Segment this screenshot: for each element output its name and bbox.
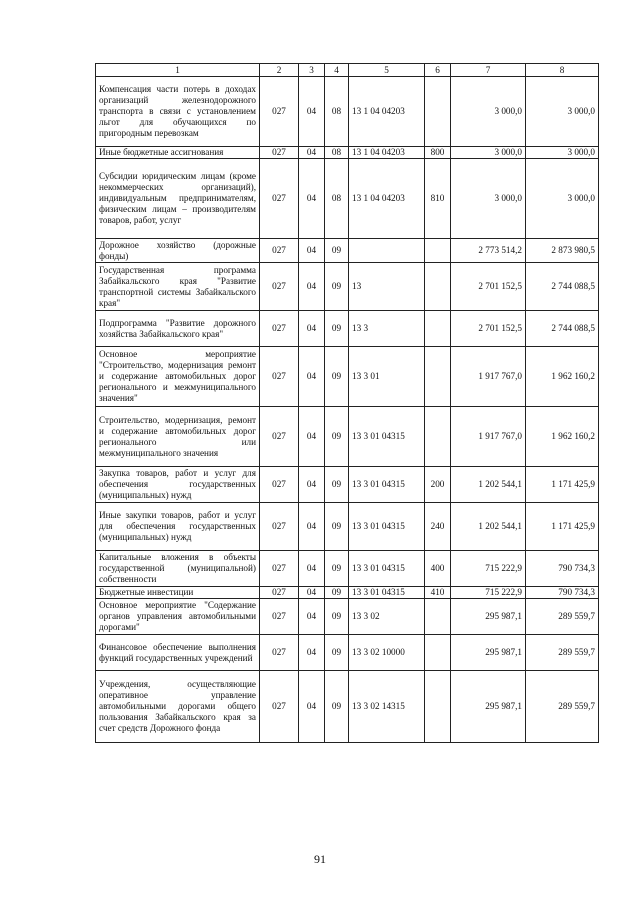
row-c3: 04 xyxy=(299,347,325,407)
row-c5: 13 1 04 04203 xyxy=(349,159,425,239)
row-c2: 027 xyxy=(260,147,299,159)
row-c2: 027 xyxy=(260,635,299,671)
header-col-2: 2 xyxy=(260,64,299,77)
row-c6: 400 xyxy=(425,551,451,587)
row-c2: 027 xyxy=(260,599,299,635)
row-c2: 027 xyxy=(260,671,299,743)
row-name: Строительство, модернизация, ремонт и содержание автомобильных дорог регионального или межмуниципального значения xyxy=(96,407,260,467)
table-row xyxy=(96,671,599,743)
row-c4: 09 xyxy=(325,503,349,551)
row-c8: 2 744 088,5 xyxy=(526,311,599,347)
row-c2: 027 xyxy=(260,77,299,147)
row-c2: 027 xyxy=(260,503,299,551)
row-c6: 810 xyxy=(425,159,451,239)
row-c7: 295 987,1 xyxy=(451,599,526,635)
page-number: 91 xyxy=(314,852,326,866)
row-c2: 027 xyxy=(260,407,299,467)
row-name: Иные бюджетные ассигнования xyxy=(96,147,260,159)
row-c5: 13 3 01 xyxy=(349,347,425,407)
row-name: Дорожное хозяйство (дорожные фонды) xyxy=(96,239,260,263)
row-c6: 800 xyxy=(425,147,451,159)
table-row xyxy=(96,503,599,551)
row-c4: 09 xyxy=(325,599,349,635)
row-c5: 13 3 xyxy=(349,311,425,347)
row-name: Иные закупки товаров, работ и услуг для обеспечения государственных (муниципальных) нужд xyxy=(96,503,260,551)
row-c8: 3 000,0 xyxy=(526,147,599,159)
row-c3: 04 xyxy=(299,407,325,467)
row-c8: 790 734,3 xyxy=(526,587,599,599)
row-c7: 1 917 767,0 xyxy=(451,347,526,407)
row-c4: 08 xyxy=(325,147,349,159)
row-name: Основное мероприятие "Содержание органов управления автомобильными дорогами" xyxy=(96,599,260,635)
row-c6: 200 xyxy=(425,467,451,503)
row-c3: 04 xyxy=(299,239,325,263)
row-c8: 2 744 088,5 xyxy=(526,263,599,311)
row-c4: 09 xyxy=(325,587,349,599)
row-c6 xyxy=(425,311,451,347)
row-c8: 2 873 980,5 xyxy=(526,239,599,263)
row-c4: 09 xyxy=(325,407,349,467)
row-c6 xyxy=(425,347,451,407)
row-c5: 13 3 01 04315 xyxy=(349,467,425,503)
table-row xyxy=(96,635,599,671)
row-name: Субсидии юридическим лицам (кроме некоммерческих организаций), индивидуальным предпринимателям, физическим лицам – производителям товаров, работ, услуг xyxy=(96,159,260,239)
table-row xyxy=(96,467,599,503)
table-row xyxy=(96,159,599,239)
row-c3: 04 xyxy=(299,311,325,347)
row-name: Основное мероприятие "Строительство, модернизация ремонт и содержание автомобильных дорог регионального и межмуниципального значения" xyxy=(96,347,260,407)
row-c6 xyxy=(425,599,451,635)
row-c5: 13 xyxy=(349,263,425,311)
table-row xyxy=(96,147,599,159)
row-c5: 13 3 01 04315 xyxy=(349,587,425,599)
row-c3: 04 xyxy=(299,587,325,599)
row-c3: 04 xyxy=(299,467,325,503)
row-c7: 1 917 767,0 xyxy=(451,407,526,467)
row-c6 xyxy=(425,407,451,467)
row-c3: 04 xyxy=(299,77,325,147)
header-col-4: 4 xyxy=(325,64,349,77)
row-c2: 027 xyxy=(260,159,299,239)
row-c8: 1 962 160,2 xyxy=(526,347,599,407)
row-c2: 027 xyxy=(260,347,299,407)
row-c6: 240 xyxy=(425,503,451,551)
row-c6: 410 xyxy=(425,587,451,599)
row-name: Государственная программа Забайкальского края "Развитие транспортной системы Забайкальского края" xyxy=(96,263,260,311)
header-col-1: 1 xyxy=(96,64,260,77)
row-name: Учреждения, осуществляющие оперативное управление автомобильными дорогами общего пользования Забайкальского края за счет средств Дорожного фонда xyxy=(96,671,260,743)
row-c5: 13 3 01 04315 xyxy=(349,407,425,467)
row-name: Закупка товаров, работ и услуг для обеспечения государственных (муниципальных) нужд xyxy=(96,467,260,503)
row-c4: 09 xyxy=(325,239,349,263)
table-row xyxy=(96,551,599,587)
table-row xyxy=(96,311,599,347)
row-c3: 04 xyxy=(299,503,325,551)
row-name: Бюджетные инвестиции xyxy=(96,587,260,599)
row-c5 xyxy=(349,239,425,263)
table-row xyxy=(96,407,599,467)
row-c3: 04 xyxy=(299,551,325,587)
row-c4: 09 xyxy=(325,311,349,347)
row-c2: 027 xyxy=(260,587,299,599)
row-c5: 13 3 02 10000 xyxy=(349,635,425,671)
table-row xyxy=(96,347,599,407)
row-c8: 1 171 425,9 xyxy=(526,467,599,503)
row-c6 xyxy=(425,635,451,671)
table-row xyxy=(96,239,599,263)
row-c8: 3 000,0 xyxy=(526,77,599,147)
row-c4: 09 xyxy=(325,467,349,503)
header-col-6: 6 xyxy=(425,64,451,77)
row-c4: 09 xyxy=(325,263,349,311)
row-c5: 13 1 04 04203 xyxy=(349,147,425,159)
budget-table xyxy=(95,63,599,743)
table-row xyxy=(96,77,599,147)
row-c6 xyxy=(425,263,451,311)
row-c7: 3 000,0 xyxy=(451,159,526,239)
row-c3: 04 xyxy=(299,635,325,671)
row-c2: 027 xyxy=(260,311,299,347)
row-c7: 3 000,0 xyxy=(451,77,526,147)
row-c4: 08 xyxy=(325,159,349,239)
table-header-row xyxy=(96,64,599,77)
row-c7: 715 222,9 xyxy=(451,551,526,587)
row-c7: 715 222,9 xyxy=(451,587,526,599)
row-c7: 2 773 514,2 xyxy=(451,239,526,263)
row-c8: 289 559,7 xyxy=(526,635,599,671)
row-c3: 04 xyxy=(299,159,325,239)
row-c5: 13 3 02 xyxy=(349,599,425,635)
row-name: Финансовое обеспечение выполнения функций государственных учреждений xyxy=(96,635,260,671)
table-row xyxy=(96,587,599,599)
row-c3: 04 xyxy=(299,671,325,743)
row-c3: 04 xyxy=(299,599,325,635)
table-row xyxy=(96,263,599,311)
row-c8: 790 734,3 xyxy=(526,551,599,587)
header-col-8: 8 xyxy=(526,64,599,77)
row-name: Подпрограмма "Развитие дорожного хозяйства Забайкальского края" xyxy=(96,311,260,347)
header-col-5: 5 xyxy=(349,64,425,77)
row-c2: 027 xyxy=(260,551,299,587)
row-c8: 289 559,7 xyxy=(526,599,599,635)
row-c5: 13 3 01 04315 xyxy=(349,551,425,587)
row-c8: 289 559,7 xyxy=(526,671,599,743)
row-c7: 1 202 544,1 xyxy=(451,503,526,551)
row-c3: 04 xyxy=(299,263,325,311)
row-c4: 08 xyxy=(325,77,349,147)
row-c6 xyxy=(425,671,451,743)
row-c5: 13 3 01 04315 xyxy=(349,503,425,551)
header-col-3: 3 xyxy=(299,64,325,77)
row-name: Компенсация части потерь в доходах организаций железнодорожного транспорта в связи с установлением льгот для обучающихся по пригородным перевозкам xyxy=(96,77,260,147)
row-c3: 04 xyxy=(299,147,325,159)
row-c5: 13 3 02 14315 xyxy=(349,671,425,743)
row-c8: 3 000,0 xyxy=(526,159,599,239)
row-c6 xyxy=(425,77,451,147)
row-c2: 027 xyxy=(260,239,299,263)
row-c7: 295 987,1 xyxy=(451,671,526,743)
row-c8: 1 171 425,9 xyxy=(526,503,599,551)
row-c7: 2 701 152,5 xyxy=(451,263,526,311)
row-c7: 295 987,1 xyxy=(451,635,526,671)
row-name: Капитальные вложения в объекты государственной (муниципальной) собственности xyxy=(96,551,260,587)
row-c4: 09 xyxy=(325,347,349,407)
row-c8: 1 962 160,2 xyxy=(526,407,599,467)
row-c7: 3 000,0 xyxy=(451,147,526,159)
row-c7: 2 701 152,5 xyxy=(451,311,526,347)
row-c4: 09 xyxy=(325,635,349,671)
row-c2: 027 xyxy=(260,467,299,503)
row-c4: 09 xyxy=(325,671,349,743)
table-row xyxy=(96,599,599,635)
row-c5: 13 1 04 04203 xyxy=(349,77,425,147)
row-c6 xyxy=(425,239,451,263)
header-col-7: 7 xyxy=(451,64,526,77)
row-c4: 09 xyxy=(325,551,349,587)
row-c2: 027 xyxy=(260,263,299,311)
row-c7: 1 202 544,1 xyxy=(451,467,526,503)
